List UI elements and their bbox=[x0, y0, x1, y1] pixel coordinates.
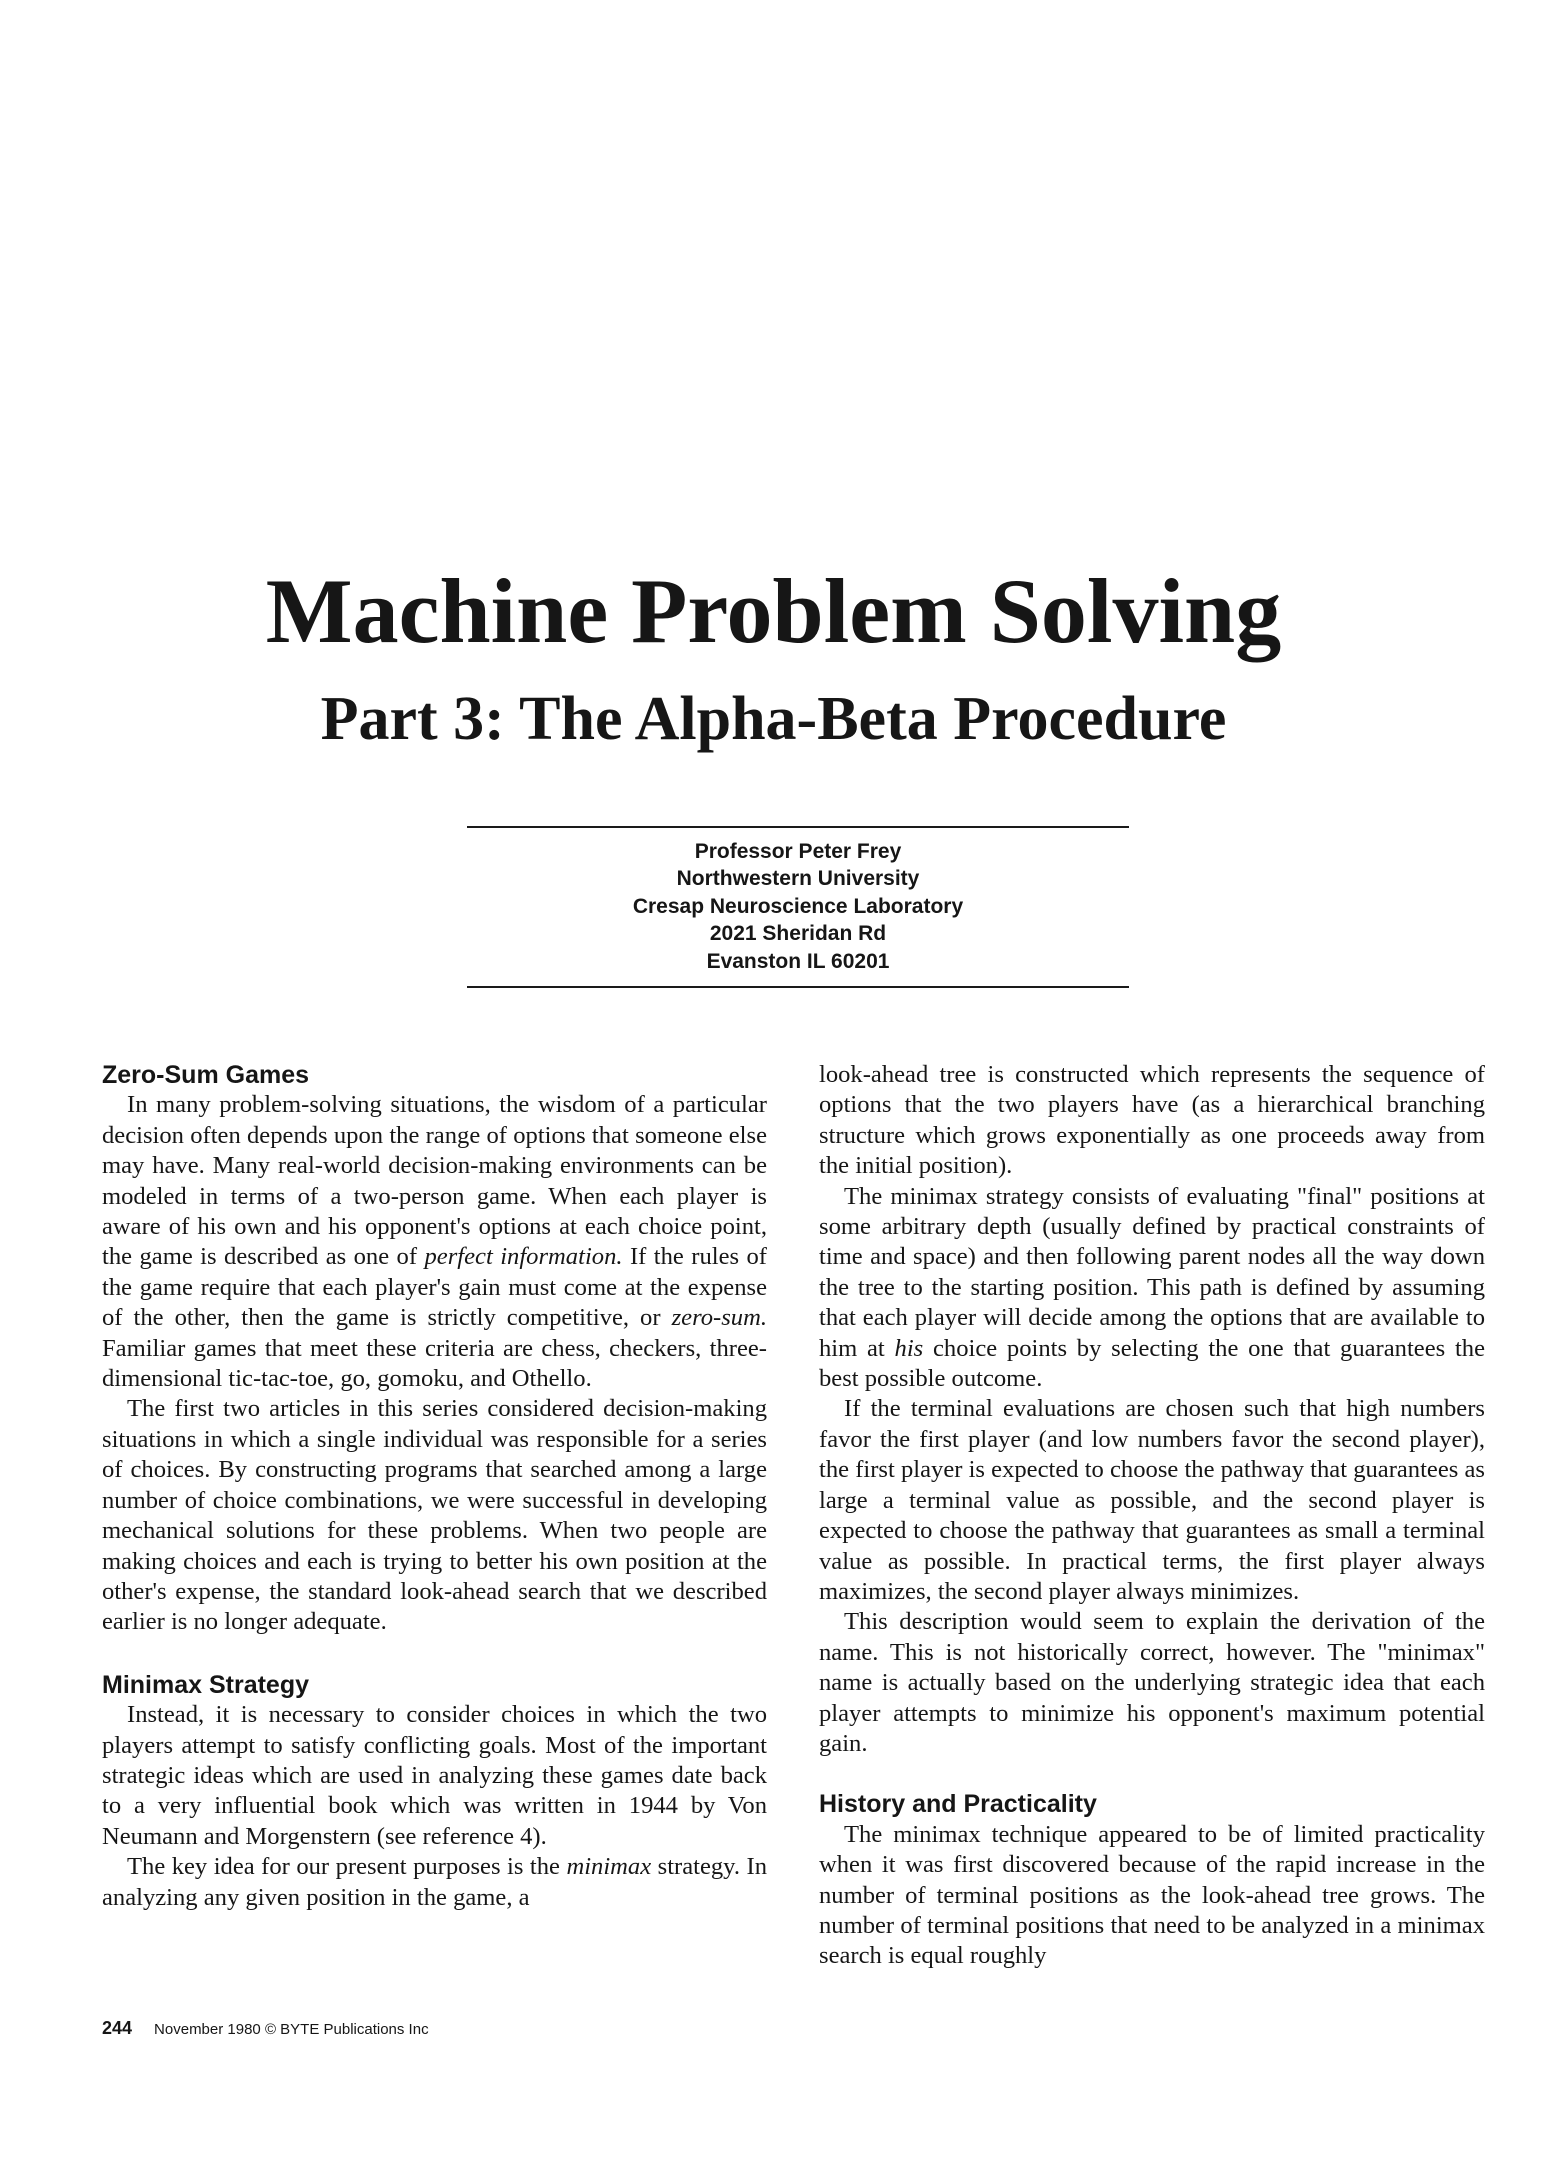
author-block-bottom-rule bbox=[467, 986, 1129, 988]
author-city: Evanston IL 60201 bbox=[706, 949, 890, 973]
zero-sum-paragraph-1: In many problem-solving situations, the wisdom of a particular decision often depends upon the range of options that someone else may have. Many real-world decision-making environments can be modeled in terms of a two-person game. When each player is aware of his own and his opponent's options at each choice point, the game is described as one of perfect information. If the rules of the game require that each player's gain must come at the expense of the other, then the game is strictly competitive, or zero-sum. Familiar games that meet these criteria are chess, checkers, three-dimensional tic-tac-toe, go, gomoku, and Othello. bbox=[102, 1091, 767, 1393]
author-block-top-rule bbox=[467, 826, 1129, 828]
history-paragraph-1: The minimax technique appeared to be of limited practicality when it was first discovered because of the rapid increase in the number of terminal positions as the look-ahead tree grows. The number of terminal positions that need to be analyzed in a minimax search is equal roughly bbox=[819, 1820, 1485, 1970]
author-block bbox=[467, 838, 1129, 975]
section-heading-history: History and Practicality bbox=[819, 1790, 1097, 1819]
page-footer bbox=[102, 2018, 429, 2040]
page-number: 244 bbox=[102, 2018, 133, 2038]
article-title: Machine Problem Solving bbox=[265, 560, 1282, 662]
article-subtitle: Part 3: The Alpha-Beta Procedure bbox=[320, 685, 1227, 753]
section-heading-zero-sum: Zero-Sum Games bbox=[102, 1061, 310, 1089]
minimax-paragraph-4: The minimax strategy consists of evaluating "final" positions at some arbitrary depth (usually defined by practical constraints of time and space) and then following parent nodes all the way down the tree to the starting position. This path is defined by assuming that each player will decide among the options that are available to him at his choice points by selecting the one that guarantees the best possible outcome. bbox=[819, 1182, 1485, 1393]
right-column bbox=[819, 1060, 1485, 1972]
minimax-paragraph-2: The key idea for our present purposes is the minimax strategy. In analyzing any given position in the game, a bbox=[102, 1853, 767, 1911]
section-heading-minimax: Minimax Strategy bbox=[102, 1670, 310, 1699]
minimax-paragraph-5: If the terminal evaluations are chosen such that high numbers favor the first player (and low numbers favor the second player), the first player is expected to choose the pathway that guarantees as large a terminal value as possible, and the second player is expected to choose the pathway that guarantees as small a terminal value as possible. In practical terms, the first player always maximizes, the second player always minimizes. bbox=[819, 1395, 1485, 1605]
author-lab: Cresap Neuroscience Laboratory bbox=[632, 894, 964, 918]
left-column bbox=[102, 1060, 767, 1913]
footer-citation: November 1980 © BYTE Publications Inc bbox=[154, 2021, 429, 2038]
minimax-paragraph-1: Instead, it is necessary to consider choices in which the two players attempt to satisfy conflicting goals. Most of the important strategic ideas which are used in analyzing these games date back to a very influential book which was written in 1944 by Von Neumann and Morgenstern (see reference 4). bbox=[102, 1701, 767, 1850]
minimax-paragraph-3: look-ahead tree is constructed which represents the sequence of options that the two players have (as a hierarchical branching structure which grows exponentially as one proceeds away from the initial position). bbox=[819, 1061, 1485, 1180]
zero-sum-paragraph-2: The first two articles in this series considered decision-making situations in which a single individual was responsible for a series of choices. By constructing programs that searched among a large number of choice combinations, we were successful in developing mechanical solutions for these problems. When two people are making choices and each is trying to better his own position at the other's expense, the standard look-ahead search that we described earlier is no longer adequate. bbox=[102, 1395, 767, 1636]
author-street: 2021 Sheridan Rd bbox=[709, 922, 887, 946]
author-name: Professor Peter Frey bbox=[694, 840, 902, 863]
minimax-paragraph-6: This description would seem to explain the derivation of the name. This is not historically correct, however. The "minimax" name is actually based on the underlying strategic idea that each player attempts to minimize his opponent's maximum potential gain. bbox=[819, 1608, 1485, 1757]
author-institution: Northwestern University bbox=[676, 867, 920, 891]
